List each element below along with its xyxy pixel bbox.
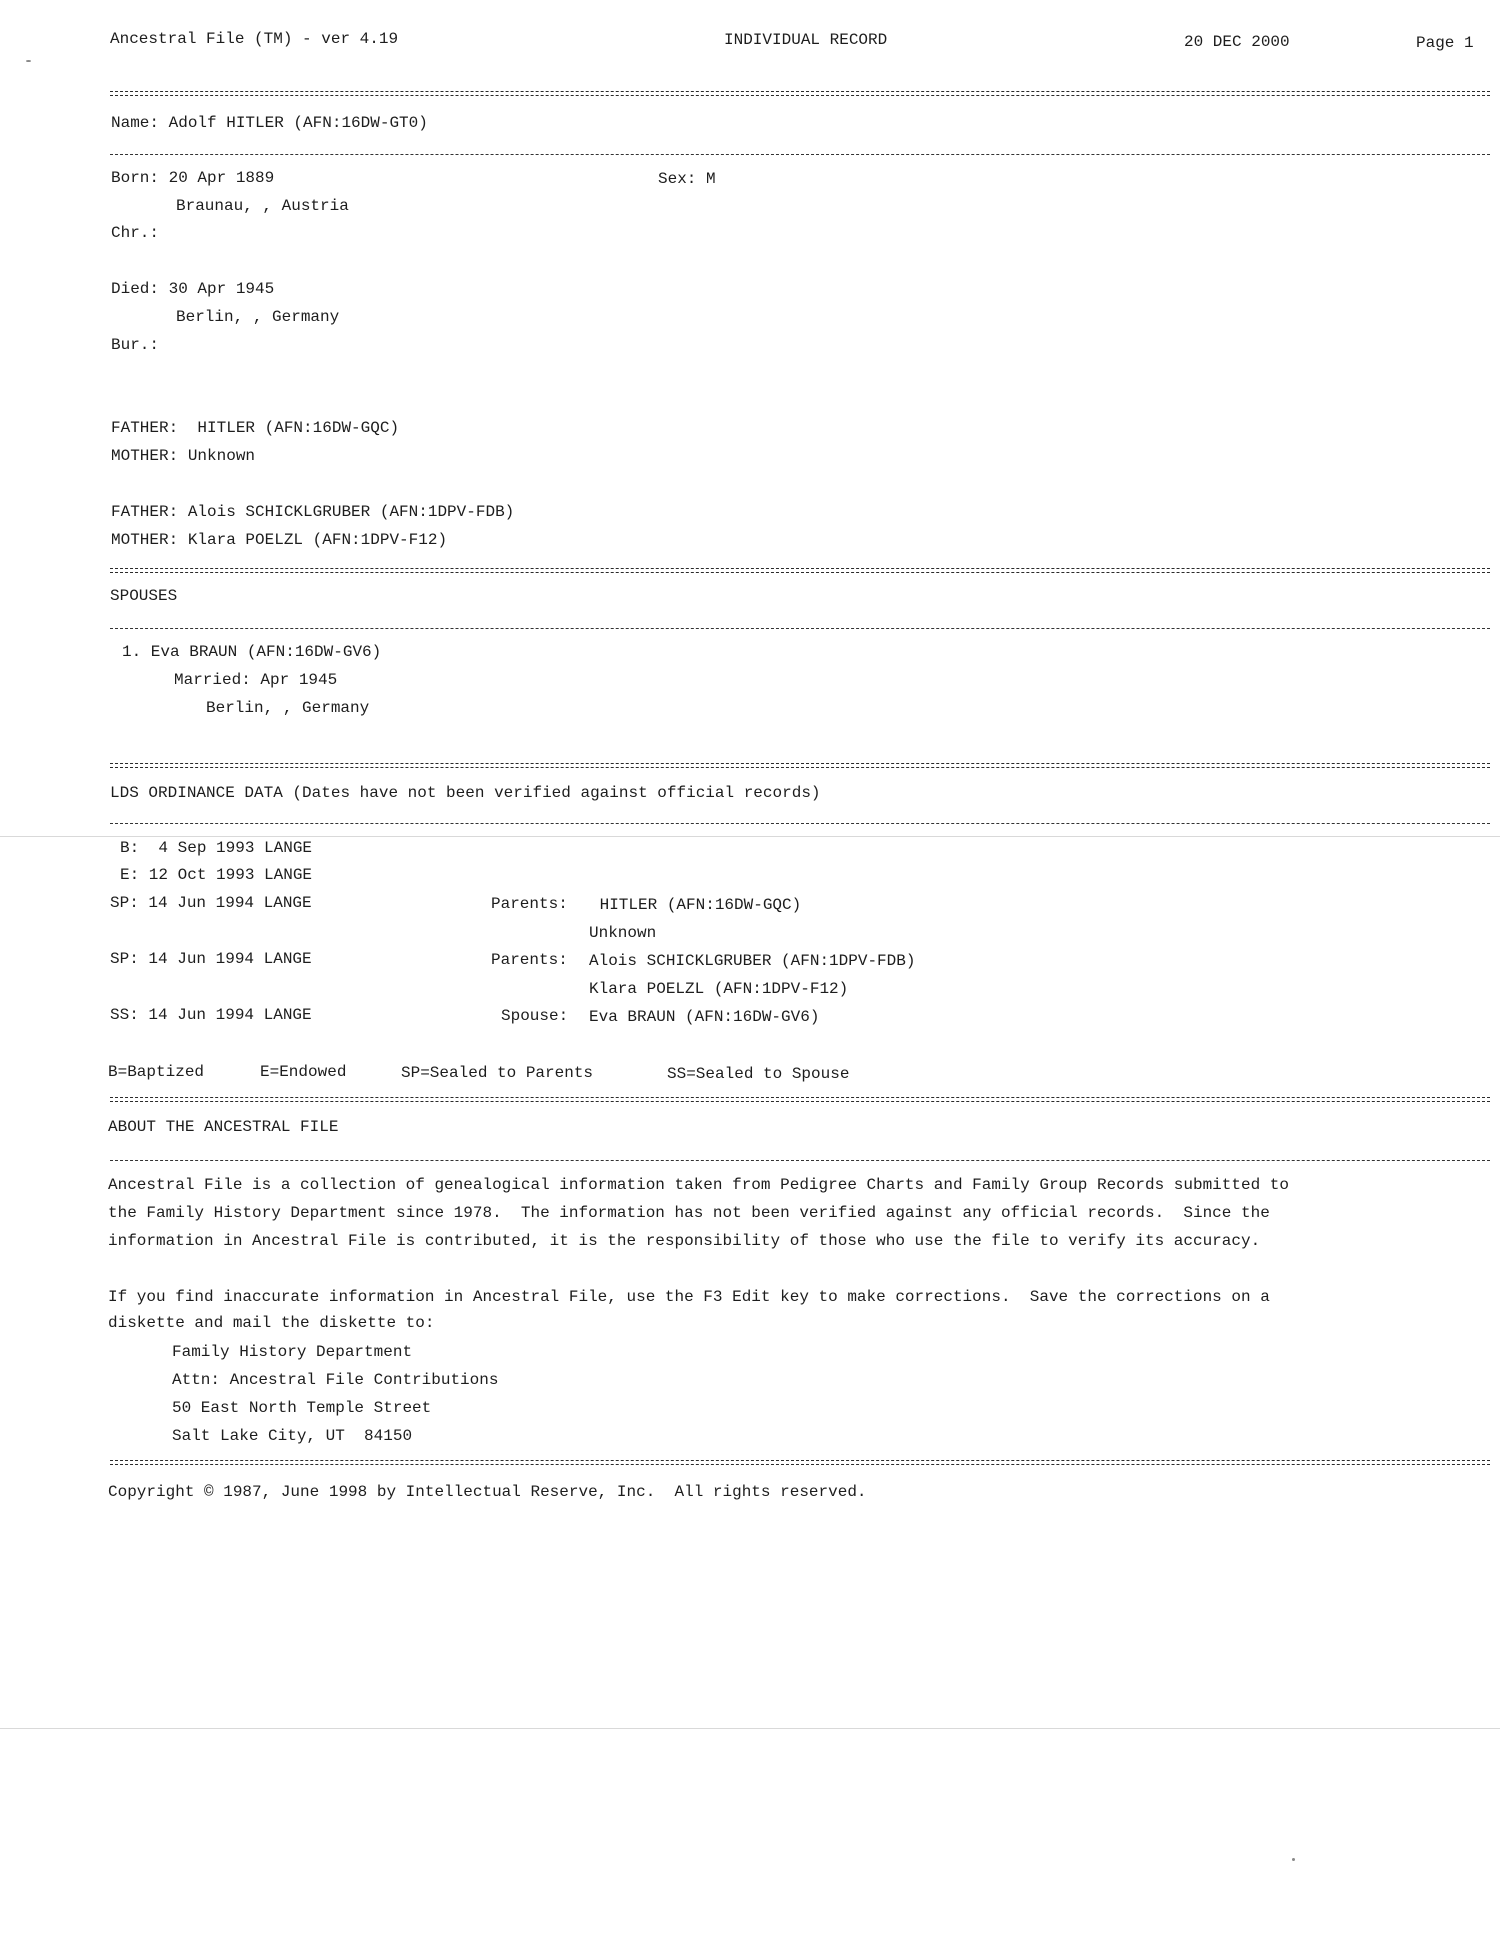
divider-double [110, 1460, 1490, 1465]
print-date: 20 DEC 2000 [1184, 33, 1290, 51]
legend-baptized: B=Baptized [108, 1063, 205, 1081]
mother-1: MOTHER: Unknown [111, 447, 256, 465]
spouse-married: Married: Apr 1945 [174, 671, 338, 689]
spouse-entry: 1. Eva BRAUN (AFN:16DW-GV6) [122, 643, 382, 661]
scan-speck [26, 60, 31, 62]
ordinance-endowed: E: 12 Oct 1993 LANGE [120, 866, 313, 884]
died-place: Berlin, , Germany [176, 308, 340, 326]
father-1: FATHER: HITLER (AFN:16DW-GQC) [111, 419, 400, 437]
sex: Sex: M [658, 170, 716, 188]
address-line-2: Attn: Ancestral File Contributions [172, 1371, 499, 1389]
address-line-3: 50 East North Temple Street [172, 1399, 432, 1417]
ordinance-spouse-label: Spouse: [501, 1007, 569, 1025]
ordinance-parents-value-1: HITLER (AFN:16DW-GQC) [590, 896, 802, 914]
born-date: Born: 20 Apr 1889 [111, 169, 275, 187]
about-para1-line3: information in Ancestral File is contributed, it is the responsibility of those who use the file to verify its accuracy. [108, 1232, 1261, 1250]
address-line-1: Family History Department [172, 1343, 413, 1361]
mother-2: MOTHER: Klara POELZL (AFN:1DPV-F12) [111, 531, 448, 549]
program-title: Ancestral File (TM) - ver 4.19 [110, 30, 399, 48]
divider-single [110, 628, 1490, 629]
legend-sealed-spouse: SS=Sealed to Spouse [667, 1065, 850, 1083]
ordinance-heading: LDS ORDINANCE DATA (Dates have not been verified against official records) [110, 784, 821, 802]
about-para2-line2: diskette and mail the diskette to: [108, 1314, 435, 1332]
divider-double [110, 763, 1490, 768]
ordinance-spouse-value: Eva BRAUN (AFN:16DW-GV6) [589, 1008, 820, 1026]
ordinance-parents-label-2: Parents: [491, 951, 568, 969]
divider-double [110, 568, 1490, 573]
copyright: Copyright © 1987, June 1998 by Intellectual Reserve, Inc. All rights reserved. [108, 1483, 867, 1501]
address-line-4: Salt Lake City, UT 84150 [172, 1427, 413, 1445]
legend-endowed: E=Endowed [260, 1063, 347, 1081]
about-para1-line2: the Family History Department since 1978. The information has not been verified against any official records. Since the [108, 1204, 1270, 1222]
ordinance-sealed-spouse: SS: 14 Jun 1994 LANGE [110, 1006, 312, 1024]
ordinance-parents-value-1b: Unknown [589, 924, 657, 942]
ordinance-parents-value-2: Alois SCHICKLGRUBER (AFN:1DPV-FDB) [589, 952, 916, 970]
ordinance-sealed-parents-2: SP: 14 Jun 1994 LANGE [110, 950, 312, 968]
burial: Bur.: [111, 336, 160, 354]
divider-double [110, 1097, 1490, 1102]
legend-sealed-parents: SP=Sealed to Parents [401, 1064, 594, 1082]
ordinance-sealed-parents-1: SP: 14 Jun 1994 LANGE [110, 894, 312, 912]
divider-single [110, 823, 1490, 824]
ordinance-parents-label-1: Parents: [491, 895, 568, 913]
scan-speck [1292, 1858, 1295, 1861]
spouses-heading: SPOUSES [110, 587, 178, 605]
spouse-married-place: Berlin, , Germany [206, 699, 370, 717]
scan-artifact-line [0, 1728, 1500, 1729]
ordinance-baptized: B: 4 Sep 1993 LANGE [120, 839, 313, 857]
born-place: Braunau, , Austria [176, 197, 349, 215]
divider-single [110, 154, 1490, 155]
about-para1-line1: Ancestral File is a collection of genealogical information taken from Pedigree Charts and Family Group Records submitted to [108, 1176, 1289, 1194]
about-para2-line1: If you find inaccurate information in Ancestral File, use the F3 Edit key to make corrections. Save the corrections on a [108, 1288, 1270, 1306]
christening: Chr.: [111, 224, 160, 242]
divider-double [110, 91, 1490, 96]
ordinance-parents-value-2b: Klara POELZL (AFN:1DPV-F12) [589, 980, 849, 998]
page-number: Page 1 [1416, 34, 1474, 52]
divider-single [110, 1160, 1490, 1161]
individual-name: Name: Adolf HITLER (AFN:16DW-GT0) [111, 114, 428, 132]
died-date: Died: 30 Apr 1945 [111, 280, 275, 298]
record-type: INDIVIDUAL RECORD [724, 31, 888, 49]
about-heading: ABOUT THE ANCESTRAL FILE [108, 1118, 339, 1136]
father-2: FATHER: Alois SCHICKLGRUBER (AFN:1DPV-FDB) [111, 503, 515, 521]
scan-artifact-line [0, 836, 1500, 837]
